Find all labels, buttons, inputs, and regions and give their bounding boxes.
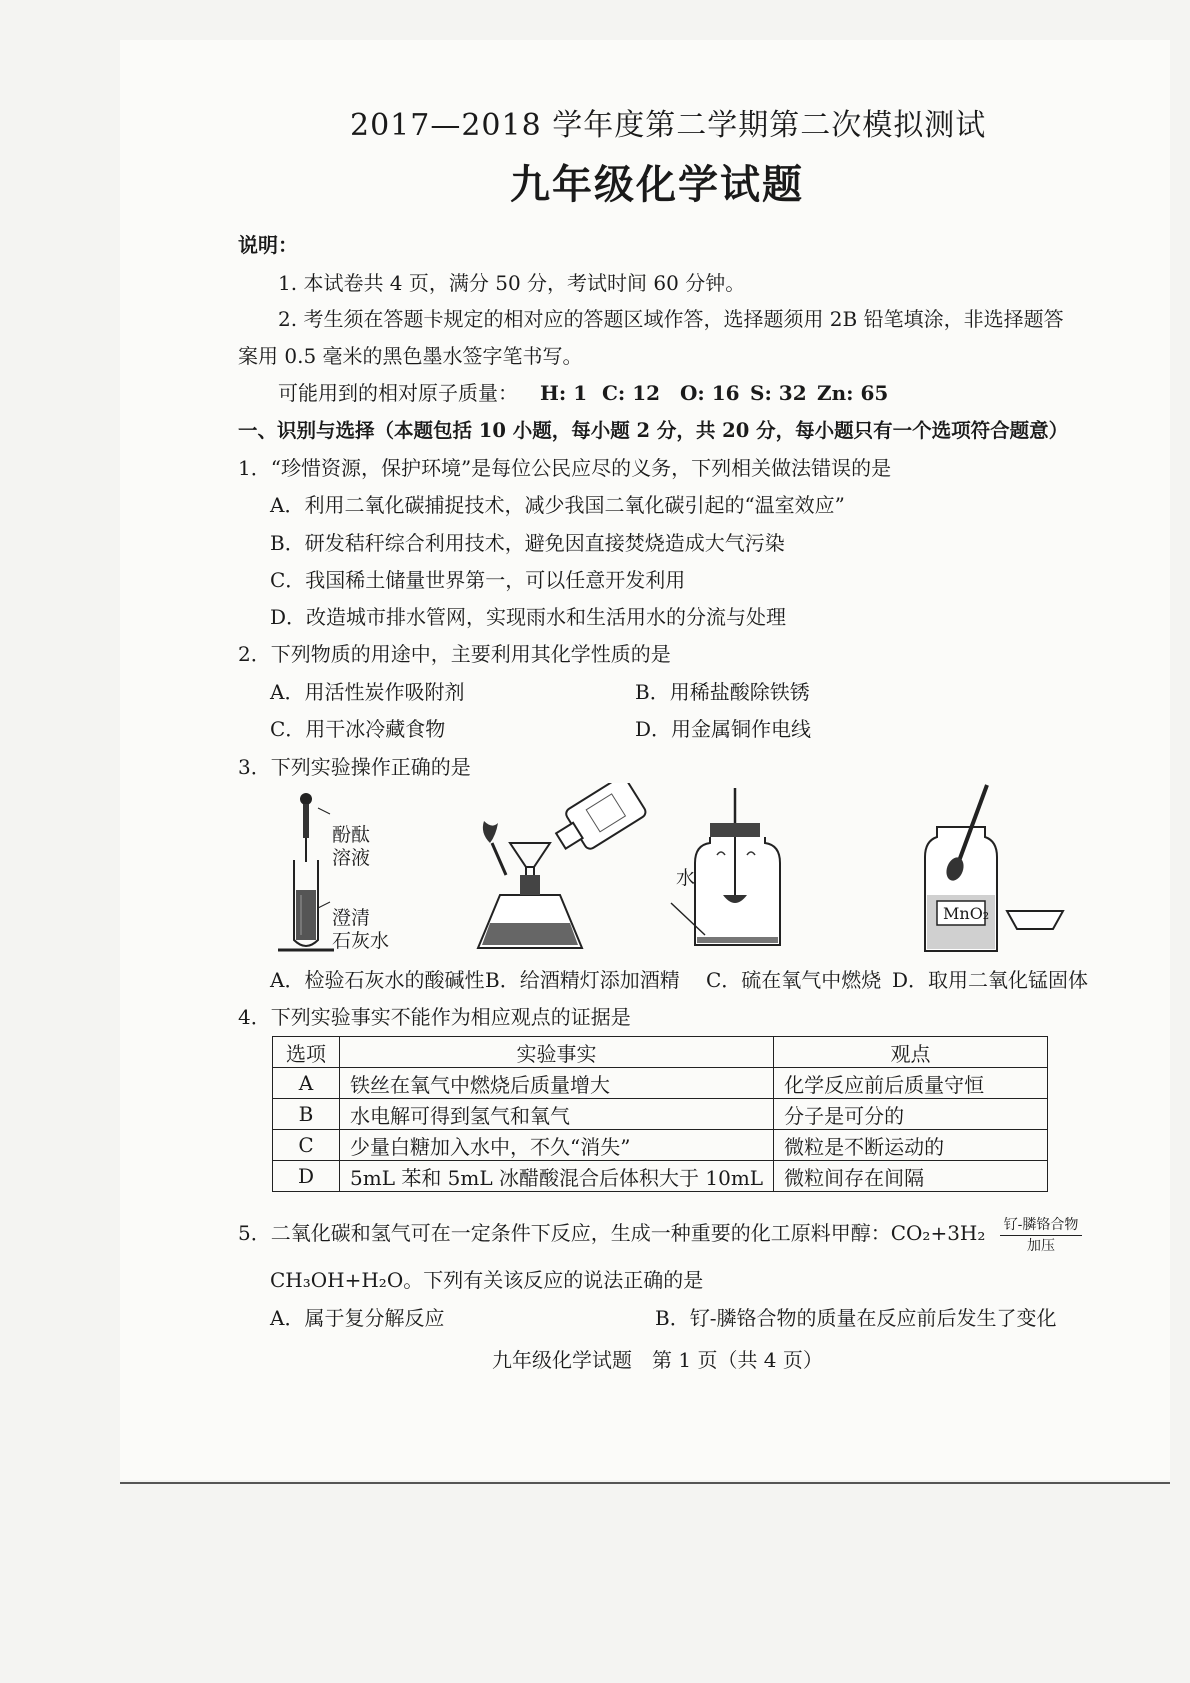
atomic-mass-label: 可能用到的相对原子质量： <box>278 381 518 405</box>
q2-option-c: C．用干冰冷藏食物 <box>270 717 446 741</box>
figure-d-mno2-spoon <box>915 783 1065 958</box>
table-row <box>273 1068 1048 1099</box>
condition-arrow-line <box>1000 1235 1082 1236</box>
table-cell-option: A <box>273 1068 340 1099</box>
q1-option-b: B．研发秸秆综合利用技术，避免因直接焚烧造成大气污染 <box>270 531 785 555</box>
condition-pressure: 加压 <box>1027 1238 1055 1254</box>
q1-option-c: C．我国稀土储量世界第一，可以任意开发利用 <box>270 568 686 592</box>
q3-option-c: C．硫在氧气中燃烧 <box>706 968 882 992</box>
label-phenolphthalein-2: 溶液 <box>332 847 371 869</box>
table-cell-fact: 5mL 苯和 5mL 冰醋酸混合后体积大于 10mL <box>340 1161 774 1192</box>
q5-option-b: B．钌-膦铬合物的质量在反应前后发生了变化 <box>655 1306 1057 1330</box>
q2-stem: 2．下列物质的用途中，主要利用其化学性质的是 <box>238 642 671 666</box>
figure-b-alcohol-lamp <box>470 783 660 958</box>
q1-stem: 1．“珍惜资源，保护环境”是每位公民应尽的义务，下列相关做法错误的是 <box>238 456 892 480</box>
label-mno2: MnO₂ <box>943 904 990 923</box>
table-cell-viewpoint: 微粒间存在间隔 <box>774 1161 1048 1192</box>
page-bottom-edge <box>120 1482 1170 1484</box>
q1-option-d: D．改造城市排水管网，实现雨水和生活用水的分流与处理 <box>270 605 787 629</box>
atomic-mass-s: S: 32 <box>750 381 807 405</box>
table-header-row <box>273 1037 1048 1068</box>
q4-table <box>272 1036 1048 1192</box>
table-header-fact: 实验事实 <box>340 1037 774 1068</box>
table-cell-viewpoint: 微粒是不断运动的 <box>774 1130 1048 1161</box>
exam-subject: 九年级化学试题 <box>510 162 804 208</box>
q3-option-b: B．给酒精灯添加酒精 <box>485 968 680 992</box>
q4-stem: 4．下列实验事实不能作为相应观点的证据是 <box>238 1005 631 1029</box>
atomic-mass-h: H: 1 <box>540 381 588 405</box>
q2-option-a: A．用活性炭作吸附剂 <box>270 680 465 704</box>
table-header-option: 选项 <box>273 1037 340 1068</box>
atomic-mass-o: O: 16 <box>680 381 740 405</box>
q3-option-d: D．取用二氧化锰固体 <box>892 968 1089 992</box>
atomic-mass-zn: Zn: 65 <box>817 381 889 405</box>
table-cell-fact: 水电解可得到氢气和氧气 <box>340 1099 774 1130</box>
table-row <box>273 1099 1048 1130</box>
q2-option-b: B．用稀盐酸除铁锈 <box>635 680 810 704</box>
label-phenolphthalein-1: 酚酞 <box>332 824 371 846</box>
q1-option-a: A．利用二氧化碳捕捉技术，减少我国二氧化碳引起的“温室效应” <box>270 493 845 517</box>
q3-stem: 3．下列实验操作正确的是 <box>238 755 471 779</box>
page-footer: 九年级化学试题 第 1 页（共 4 页） <box>492 1348 823 1372</box>
q2-option-d: D．用金属铜作电线 <box>635 717 812 741</box>
instruction-item-1: 1. 本试卷共 4 页，满分 50 分，考试时间 60 分钟。 <box>278 271 746 295</box>
section-1-heading: 一、识别与选择（本题包括 10 小题，每小题 2 分，共 20 分，每小题只有一个选项符合题意） <box>238 419 1069 442</box>
table-row <box>273 1161 1048 1192</box>
table-header-viewpoint: 观点 <box>774 1037 1048 1068</box>
table-cell-fact: 铁丝在氧气中燃烧后质量增大 <box>340 1068 774 1099</box>
exam-title: 2017—2018 学年度第二学期第二次模拟测试 <box>350 108 987 143</box>
table-cell-viewpoint: 分子是可分的 <box>774 1099 1048 1130</box>
table-cell-viewpoint: 化学反应前后质量守恒 <box>774 1068 1048 1099</box>
table-cell-option: C <box>273 1130 340 1161</box>
q5-option-a: A．属于复分解反应 <box>270 1306 445 1330</box>
table-row <box>273 1130 1048 1161</box>
condition-catalyst: 钌-膦铬合物 <box>1003 1217 1079 1233</box>
instruction-item-2-line-1: 2. 考生须在答题卡规定的相对应的答题区域作答，选择题须用 2B 铅笔填涂，非选择题答 <box>278 307 1064 331</box>
instructions-label: 说明： <box>238 233 298 257</box>
table-cell-option: B <box>273 1099 340 1130</box>
table-cell-fact: 少量白糖加入水中，不久“消失” <box>340 1130 774 1161</box>
q5-stem-line-1: 5．二氧化碳和氢气可在一定条件下反应，生成一种重要的化工原料甲醇：CO₂+3H₂ <box>238 1221 986 1245</box>
label-limewater-1: 澄清 <box>332 907 371 929</box>
label-water: 水 <box>676 867 696 889</box>
atomic-mass-c: C: 12 <box>602 381 661 405</box>
q3-option-a: A．检验石灰水的酸碱性 <box>270 968 485 992</box>
table-cell-option: D <box>273 1161 340 1192</box>
q5-stem-line-2: CH₃OH+H₂O。下列有关该反应的说法正确的是 <box>270 1268 704 1292</box>
reaction-condition <box>1000 1216 1082 1255</box>
instruction-item-2-line-2: 案用 0.5 毫米的黑色墨水签字笔书写。 <box>238 344 583 368</box>
label-limewater-2: 石灰水 <box>332 930 390 952</box>
